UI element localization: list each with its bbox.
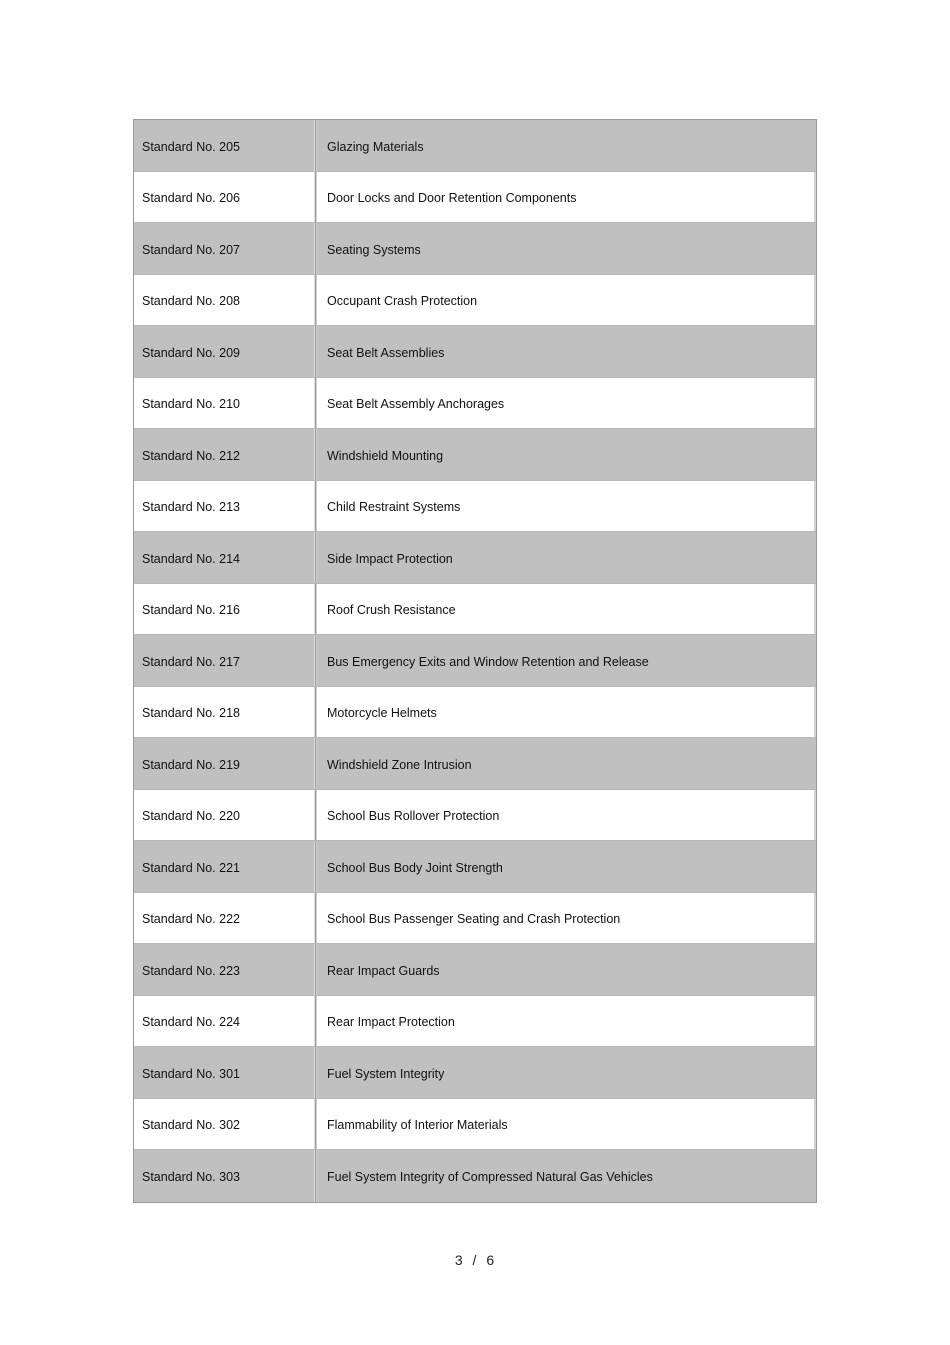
table-row (134, 635, 816, 687)
standard-number-cell: Standard No. 220 (134, 790, 316, 841)
standard-number-cell: Standard No. 301 (134, 1047, 316, 1098)
table-row (134, 275, 816, 327)
table-row (134, 120, 816, 172)
standard-title-cell: Side Impact Protection (316, 532, 816, 583)
table-row (134, 223, 816, 275)
standard-title-cell: Bus Emergency Exits and Window Retention and Release (316, 635, 816, 686)
standard-title-cell: Rear Impact Guards (316, 944, 816, 995)
standard-number-cell: Standard No. 207 (134, 223, 316, 274)
standard-title-cell: Child Restraint Systems (316, 481, 816, 532)
standard-number-cell: Standard No. 214 (134, 532, 316, 583)
standard-number-cell: Standard No. 222 (134, 893, 316, 944)
standard-number-cell: Standard No. 206 (134, 172, 316, 223)
standard-title-cell: Windshield Zone Intrusion (316, 738, 816, 789)
standard-number-cell: Standard No. 216 (134, 584, 316, 635)
standard-title-cell: Seat Belt Assemblies (316, 326, 816, 377)
table-row (134, 893, 816, 945)
page-number: 3 / 6 (454, 1252, 496, 1268)
standard-number-cell: Standard No. 209 (134, 326, 316, 377)
table-row (134, 584, 816, 636)
standard-number-cell: Standard No. 302 (134, 1099, 316, 1150)
standard-title-cell: Seat Belt Assembly Anchorages (316, 378, 816, 429)
standard-title-cell: Flammability of Interior Materials (316, 1099, 816, 1150)
table-row (134, 378, 816, 430)
standard-number-cell: Standard No. 205 (134, 120, 316, 171)
standard-number-cell: Standard No. 303 (134, 1150, 316, 1202)
standard-title-cell: Roof Crush Resistance (316, 584, 816, 635)
table-row (134, 1150, 816, 1202)
table-row (134, 841, 816, 893)
standard-title-cell: Windshield Mounting (316, 429, 816, 480)
standard-title-cell: Fuel System Integrity (316, 1047, 816, 1098)
standard-number-cell: Standard No. 208 (134, 275, 316, 326)
standard-number-cell: Standard No. 217 (134, 635, 316, 686)
standard-number-cell: Standard No. 213 (134, 481, 316, 532)
table-row (134, 429, 816, 481)
table-row (134, 481, 816, 533)
standard-title-cell: School Bus Body Joint Strength (316, 841, 816, 892)
table-row (134, 326, 816, 378)
standard-number-cell: Standard No. 223 (134, 944, 316, 995)
table-row (134, 996, 816, 1048)
standard-title-cell: School Bus Rollover Protection (316, 790, 816, 841)
standard-title-cell: Occupant Crash Protection (316, 275, 816, 326)
table-row (134, 532, 816, 584)
table-row (134, 172, 816, 224)
standard-number-cell: Standard No. 218 (134, 687, 316, 738)
standard-title-cell: Glazing Materials (316, 120, 816, 171)
table-row (134, 738, 816, 790)
standard-number-cell: Standard No. 221 (134, 841, 316, 892)
table-row (134, 687, 816, 739)
table-row (134, 1047, 816, 1099)
table-row (134, 944, 816, 996)
standard-title-cell: School Bus Passenger Seating and Crash Protection (316, 893, 816, 944)
standards-table (133, 119, 817, 1203)
standard-title-cell: Fuel System Integrity of Compressed Natural Gas Vehicles (316, 1150, 816, 1202)
standard-number-cell: Standard No. 219 (134, 738, 316, 789)
standard-title-cell: Motorcycle Helmets (316, 687, 816, 738)
standard-title-cell: Rear Impact Protection (316, 996, 816, 1047)
standard-number-cell: Standard No. 212 (134, 429, 316, 480)
standard-title-cell: Door Locks and Door Retention Components (316, 172, 816, 223)
standard-number-cell: Standard No. 210 (134, 378, 316, 429)
standard-title-cell: Seating Systems (316, 223, 816, 274)
table-row (134, 790, 816, 842)
standard-number-cell: Standard No. 224 (134, 996, 316, 1047)
table-row (134, 1099, 816, 1151)
